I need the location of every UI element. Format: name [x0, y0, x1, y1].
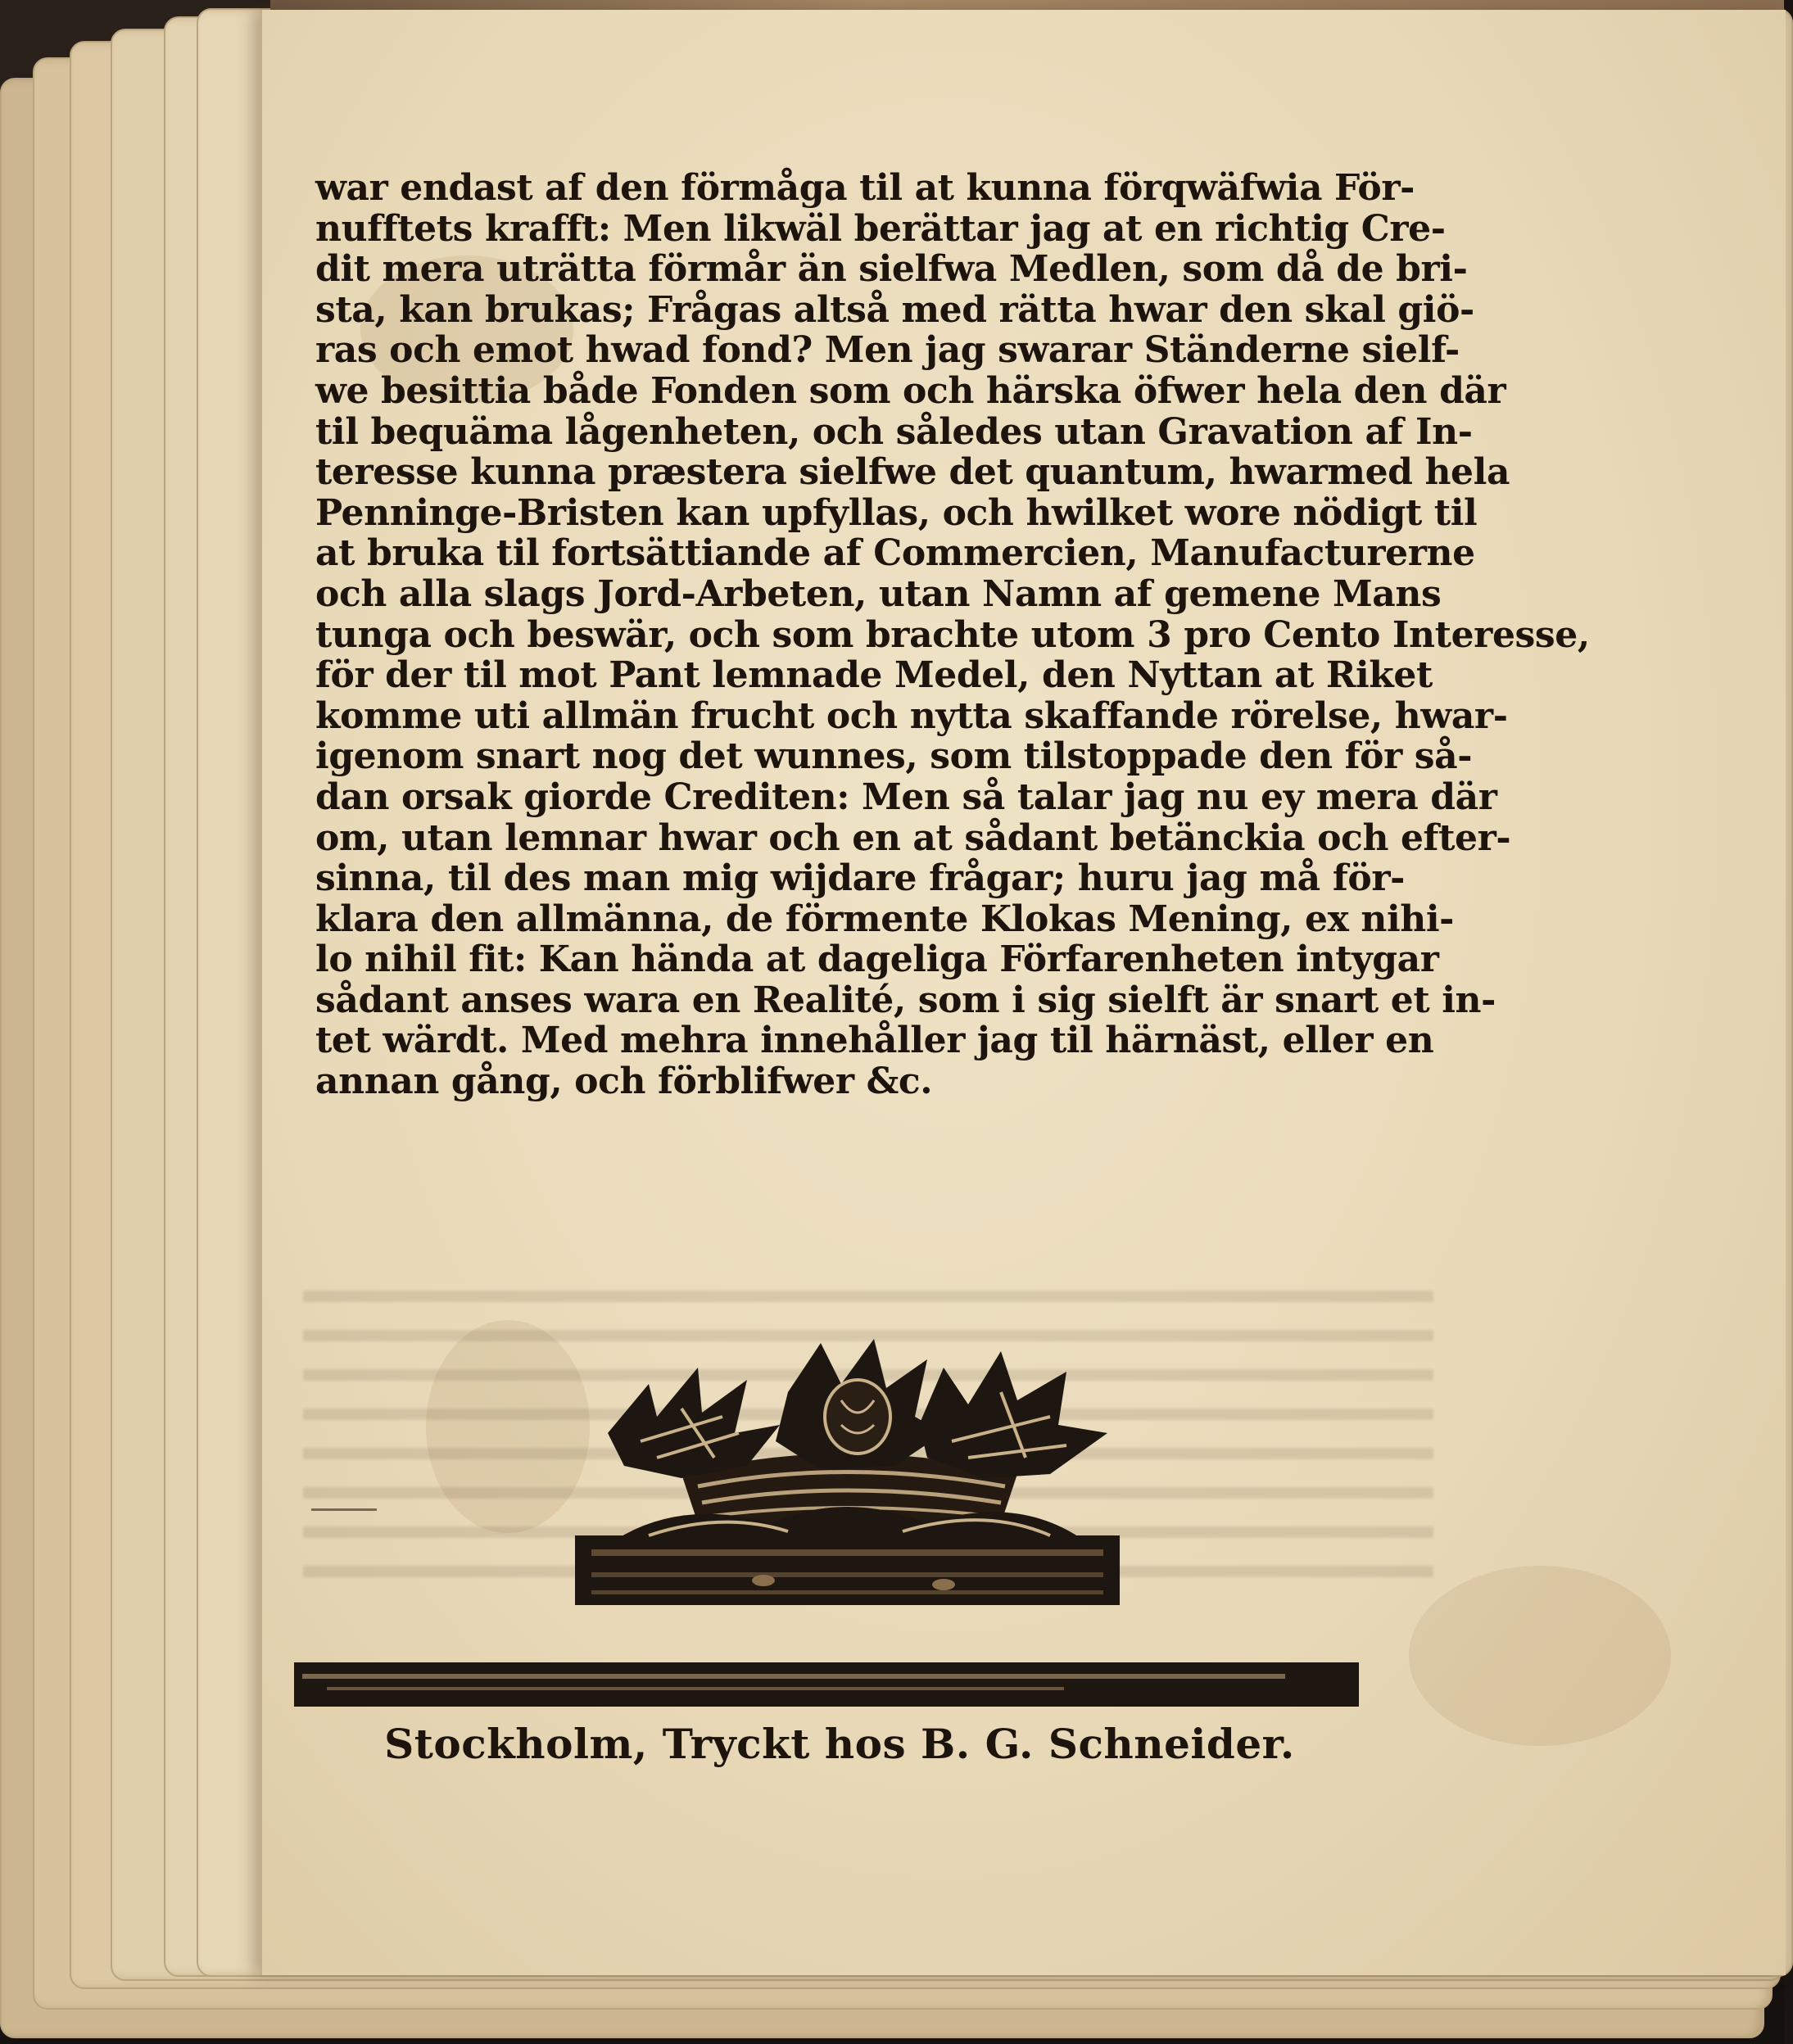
text-line: lo nihil fit: Kan hända at dageliga Förfarenheten intygar	[315, 938, 1439, 981]
text-line: Penninge-Bristen kan upfyllas, och hwilket wore nödigt til	[315, 491, 1478, 534]
text-line: tet wärdt. Med mehra innehåller jag til härnäst, eller en	[315, 1020, 1434, 1062]
text-line: klara den allmänna, de förmente Klokas Mening, ex nihi-	[315, 898, 1455, 940]
woodcut-ornament	[559, 1335, 1132, 1613]
text-line: til bequäma lågenheten, och således utan Gravation af In-	[315, 410, 1473, 453]
imprint-line: Stockholm, Tryckt hos B. G. Schneider.	[384, 1720, 1295, 1768]
text-line: sådant anses wara en Realité, som i sig sielft är snart et in-	[315, 979, 1496, 1021]
text-line: dit mera uträtta förmår än sielfwa Medlen, som då de bri-	[315, 248, 1468, 291]
text-line: dan orsak giorde Crediten: Men så talar jag nu ey mera där	[315, 776, 1497, 818]
text-line: annan gång, och förblifwer &c.	[315, 1060, 933, 1103]
text-line: we besittia både Fonden som och härska öfwer hela den där	[315, 369, 1506, 412]
body-text	[315, 167, 1590, 1103]
printers-rule	[294, 1662, 1359, 1707]
text-line: sta, kan brukas; Frågas altså med rätta hwar den skal giö-	[315, 288, 1474, 331]
text-line: teresse kunna præstera sielfwe det quantum, hwarmed hela	[315, 451, 1510, 494]
text-line: och alla slags Jord-Arbeten, utan Namn af gemene Mans	[315, 572, 1442, 615]
stray-dash	[311, 1508, 377, 1511]
paper-stain	[1409, 1566, 1671, 1746]
text-line: ras och emot hwad fond? Men jag swarar Ständerne sielf-	[315, 329, 1460, 372]
text-line: war endast af den förmåga til at kunna förqwäfwia För-	[315, 167, 1415, 209]
text-line: sinna, til des man mig wijdare frågar; huru jag må för-	[315, 857, 1405, 900]
ornament-base	[575, 1535, 1120, 1605]
text-line: tunga och beswär, och som brachte utom 3 pro Cento Interesse,	[315, 613, 1590, 656]
text-line: igenom snart nog det wunnes, som tilstoppade den för så-	[315, 735, 1473, 778]
text-line: om, utan lemnar hwar och en at sådant betänckia och efter-	[315, 816, 1511, 859]
ornament-flower-right	[919, 1351, 1107, 1478]
text-line: at bruka til fortsättiande af Commercien, Manufacturerne	[315, 532, 1475, 575]
text-line: komme uti allmän frucht och nytta skaffande rörelse, hwar-	[315, 694, 1508, 737]
text-line: nufftets krafft: Men likwäl berättar jag at en richtig Cre-	[315, 207, 1446, 250]
text-line: för der til mot Pant lemnade Medel, den Nyttan at Riket	[315, 654, 1433, 697]
